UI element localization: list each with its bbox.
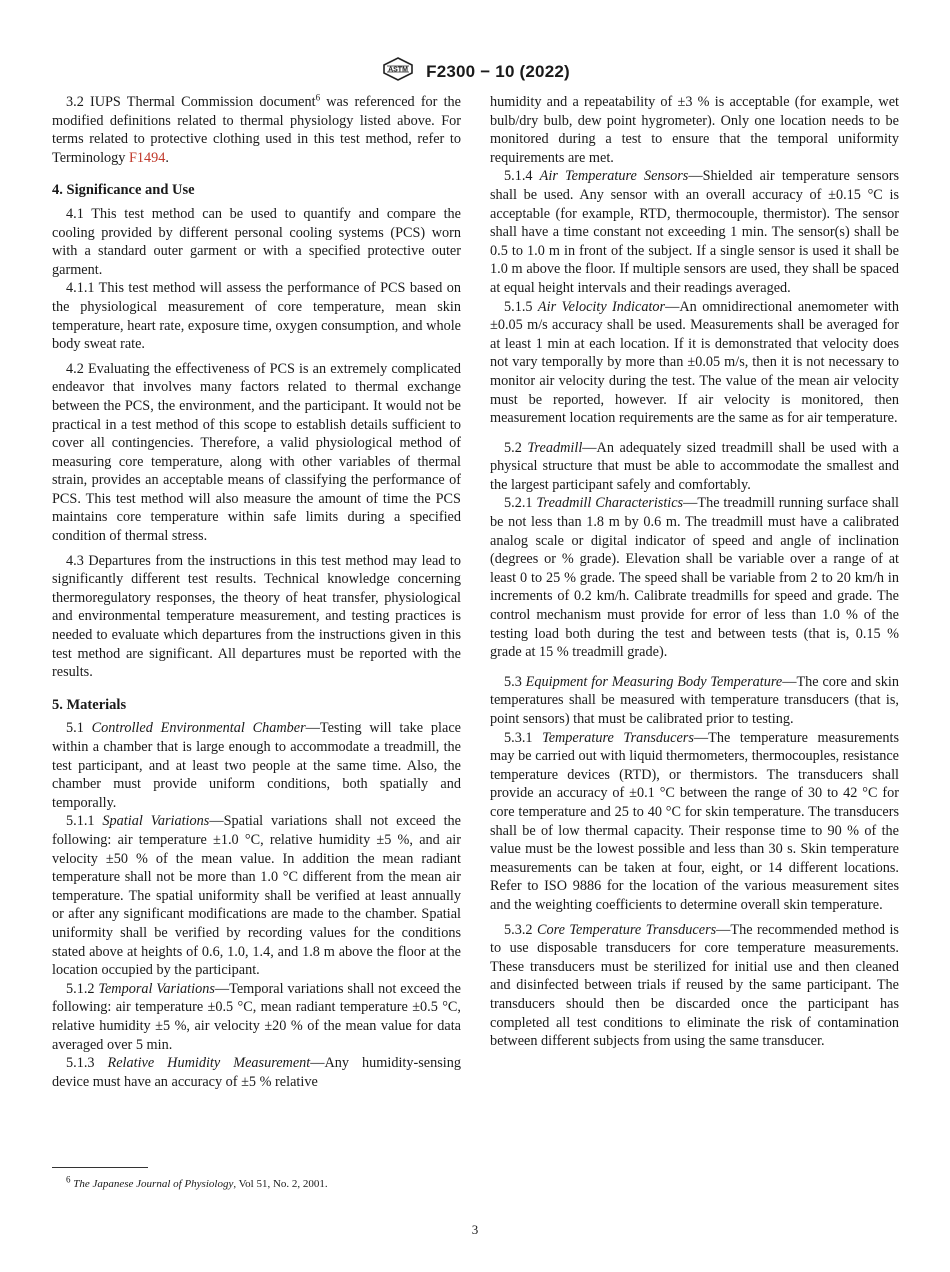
- page-header: [0, 56, 950, 87]
- left-column: [52, 93, 461, 1091]
- paragraph-5-1-5: 5.1.5 Air Velocity Indicator—An omnidirectional anemometer with ±0.05 m/s accuracy shall be used. Measurements shall be averaged for at least 1 min at each location. If it is demonstrated that velocity does not vary temporally by more than ±0.05 m/s, then it is not necessary to monitor air velocity during the test. The value of the mean air velocity must be reported, however. If air velocity is monitored, then measurement location requirements are the same as for air temperature.: [490, 298, 899, 427]
- paragraph-5-3: 5.3 Equipment for Measuring Body Temperature—The core and skin temperatures shall be measured with temperature transducers (that is, point sensors) that must be calibrated prior to testing.: [490, 673, 899, 727]
- page-number: 3: [471, 1222, 479, 1237]
- paragraph-4-1-1: 4.1.1 This test method will assess the performance of PCS based on the physiological measurement of core temperature, mean skin temperature, heart rate, exposure time, oxygen consumption, and whole body sweat rate.: [52, 280, 461, 353]
- footnote-divider: [52, 1167, 148, 1168]
- document-designation: F2300 − 10 (2022): [426, 61, 570, 81]
- footnote: $^6$ The Japanese Journal of Physiology, Vol 51, No. 2, 2001.: [66, 1174, 328, 1190]
- paragraph-5-1: 5.1 Controlled Environmental Chamber—Testing will take place within a chamber that is large enough to accommodate a treadmill, the test participant, and at least two people at the same time. Also, the chamber must provide uniform conditions, both spatially and temporally.: [52, 720, 461, 811]
- paragraph-5-1-1: 5.1.1 Spatial Variations—Spatial variations shall not exceed the following: air temperature ±1.0 °C, relative humidity ±5 %, and air velocity ±50 % of the mean value. In addition the mean radiant temperature shall not be more than 1.0 °C different from the mean air temperature. The spatial uniformity shall be verified at least annually or after any significant modifications are made to the chamber. Spatial uniformity shall be verified by recording values for the conditions stated above at heights of 0.6, 1.0, 1.4, and 1.8 m above the floor at the location occupied by the participant.: [52, 813, 461, 979]
- paragraph-5-3-2: 5.3.2 Core Temperature Transducers—The recommended method is to use disposable transducers for core temperature measurements. These transducers must be sterilized for initial use and then cleaned and disinfected between trials if reused by the same participant. The transducers should then be discarded once the participant has completed all test conditions to eliminate the risk of contamination between different subjects from using the same transducer.: [490, 921, 899, 1050]
- astm-logo-icon: [380, 56, 416, 87]
- svg-text:ASTM: ASTM: [388, 66, 409, 74]
- paragraph-4-2: 4.2 Evaluating the effectiveness of PCS is an extremely complicated endeavor that involves many factors related to thermal exchange between the PCS, the environment, and the participant. It would not be practical in a test method of this scope to establish details sufficient to cover all contingencies. Therefore, a valid physiological method of measuring core temperature, along with other variables of thermal strain, provides an acceptable means of classifying the performance of PCS. This test method will also measure the amount of time the PCS maintains core temperature within safe limits during a specified condition of thermal stress.: [52, 360, 461, 545]
- paragraph-5-2-1: 5.2.1 Treadmill Characteristics—The treadmill running surface shall be not less than 1.8 m by 0.6 m. The treadmill must have a calibrated analog scale or digital indicator of speed and angle of inclination (degrees or % grade). Elevation shall be variable over a range of at least 0 to 25 % grade. The speed shall be variable from 2 to 20 km/h in increments of 0.2 km/h. Calibrate treadmills for speed and grade. The control mechanism must provide for error of less than 1.0 % of the testing load both during the test and between tests (that is, 0.15 % grade at 15 % treadmill grade).: [490, 495, 899, 661]
- footnote-ref: 6: [315, 92, 321, 103]
- section-heading-4: 4. Significance and Use: [52, 182, 195, 199]
- terminology-link-f1494[interactable]: F1494: [128, 149, 166, 166]
- paragraph-3-2: 3.2 IUPS Thermal Commission document$^6$ was referenced for the modified definitions related to thermal physiology listed above. For terms related to protective clothing used in this test method, refer to Terminology F1494.: [52, 92, 461, 166]
- paragraph-4-3: 4.3 Departures from the instructions in this test method may lead to significantly different test results. Technical knowledge concerning thermoregulatory responses, the theory of heat transfer, physiological and environmental temperature measurement, and testing practices is needed to evaluate which departures from the instructions given in this test method are significant. All departures must be reported with the results.: [52, 552, 461, 681]
- paragraph-5-1-3-continued: humidity and a repeatability of ±3 % is acceptable (for example, wet bulb/dry bulb, dew point hygrometer). Only one location needs to be monitored during a test to ensure that the temporal uniformity requirements are met.: [490, 94, 899, 166]
- paragraph-5-1-2: 5.1.2 Temporal Variations—Temporal variations shall not exceed the following: air temperature ±0.5 °C, mean radiant temperature ±0.5 °C, relative humidity ±5 %, air velocity ±20 % of the mean value for data averaged over 5 min.: [52, 980, 461, 1053]
- paragraph-5-3-1: 5.3.1 Temperature Transducers—The temperature measurements may be carried out with liquid thermometers, thermocouples, resistance temperature devices (RTD), or thermistors. The transducers shall provide an accuracy of ±0.1 °C between the range of 30 to 42 °C for core temperature and 25 to 40 °C for skin temperature. The transducers shall be of low thermal capacity. Their response time to 90 % of the value must be the lowest possible and less than 30 s. Skin temperature measurements can be taken at four, eight, or 14 different locations. Refer to ISO 9886 for the location of the various measurement sites and the weighting coefficients to determine overall skin temperature.: [490, 729, 900, 913]
- section-heading-5: 5. Materials: [52, 696, 127, 713]
- paragraph-5-1-3: 5.1.3 Relative Humidity Measurement—Any humidity-sensing device must have an accuracy of ±5 % relative: [52, 1055, 461, 1090]
- paragraph-4-1: 4.1 This test method can be used to quantify and compare the cooling provided by different personal cooling systems (PCS) worn with a standard outer garment or with a specified protective outer garment.: [52, 205, 461, 278]
- paragraph-5-2: 5.2 Treadmill—An adequately sized treadmill shall be used with a physical structure that must be able to accommodate the smallest and the largest participant safely and comfortably.: [490, 439, 899, 493]
- paragraph-5-1-4: 5.1.4 Air Temperature Sensors—Shielded air temperature sensors shall be used. Any sensor with an overall accuracy of ±0.15 °C is acceptable (for example, RTD, thermocouple, thermistor). The sensor shall have a time constant not exceeding 1 min. The sensor(s) shall be 0.5 to 1.0 m in front of the subject. If a single sensor is used it shall be 1.0 m above the floor. If multiple sensors are used, they shall be spaced at equal height intervals and their readings averaged.: [490, 168, 899, 296]
- right-column: [490, 93, 899, 1051]
